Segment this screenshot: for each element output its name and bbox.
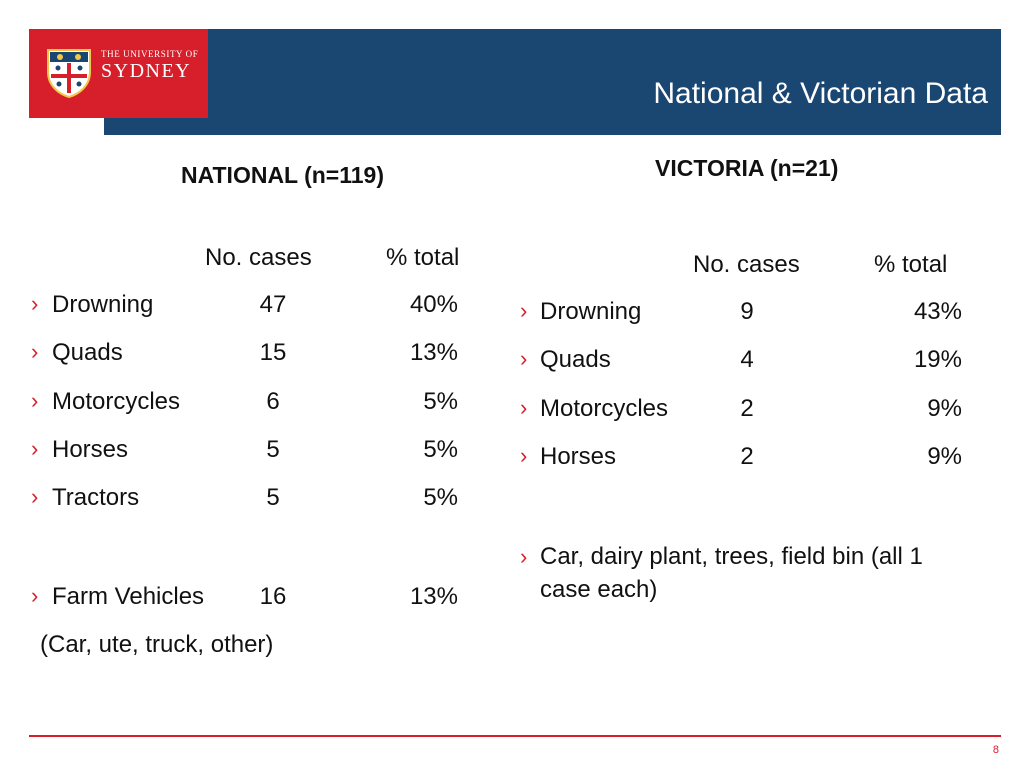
logo-wordmark — [101, 49, 198, 82]
row-percent: 9% — [927, 395, 962, 422]
table-row — [31, 436, 481, 466]
row-percent: 5% — [423, 436, 458, 463]
victoria-col-cases: No. cases — [693, 251, 800, 278]
row-percent: 5% — [423, 388, 458, 415]
national-note: (Car, ute, truck, other) — [40, 631, 274, 658]
row-percent: 43% — [913, 298, 962, 325]
row-label: Tractors — [52, 484, 140, 511]
bullet-icon: › — [31, 339, 39, 364]
footer-divider — [29, 735, 1001, 737]
national-col-total: % total — [386, 244, 460, 271]
victoria-col-total: % total — [874, 251, 948, 278]
row-cases: 15 — [259, 339, 287, 366]
bullet-icon: › — [520, 544, 528, 569]
bullet-icon: › — [31, 583, 39, 608]
row-percent: 9% — [927, 443, 962, 470]
bullet-icon: › — [520, 298, 528, 323]
logo-line-1: THE UNIVERSITY OF — [101, 49, 199, 59]
crest-icon — [46, 48, 92, 98]
row-cases: 2 — [740, 395, 754, 422]
slide-title: National & Victorian Data — [653, 77, 988, 110]
victoria-heading: VICTORIA (n=21) — [655, 155, 839, 181]
bullet-icon: › — [520, 395, 528, 420]
row-label: Drowning — [52, 291, 154, 318]
row-label: Quads — [52, 339, 123, 366]
row-label: Motorcycles — [52, 388, 181, 415]
table-row — [31, 339, 481, 369]
table-row — [31, 291, 481, 321]
table-row — [31, 484, 481, 514]
bullet-icon: › — [520, 346, 528, 371]
row-cases: 2 — [740, 443, 754, 470]
row-cases: 47 — [259, 291, 287, 318]
row-label: Farm Vehicles — [52, 583, 205, 610]
row-percent: 13% — [409, 583, 458, 610]
row-label: Motorcycles — [540, 395, 669, 422]
table-row — [520, 395, 980, 425]
bullet-icon: › — [520, 443, 528, 468]
national-heading: NATIONAL (n=119) — [181, 162, 384, 188]
row-percent: 40% — [409, 291, 458, 318]
victoria-note-text: Car, dairy plant, trees, field bin (all 1 case each) — [540, 543, 923, 603]
row-cases: 5 — [266, 484, 280, 511]
row-label: Horses — [52, 436, 129, 463]
bullet-icon: › — [31, 291, 39, 316]
page-number: 8 — [992, 744, 999, 756]
row-percent: 13% — [409, 339, 458, 366]
row-label: Drowning — [540, 298, 642, 325]
table-row — [31, 388, 481, 418]
logo-line-2: SYDNEY — [101, 60, 192, 82]
row-percent: 5% — [423, 484, 458, 511]
row-cases: 4 — [740, 346, 754, 373]
row-label: Quads — [540, 346, 611, 373]
bullet-icon: › — [31, 484, 39, 509]
row-cases: 16 — [259, 583, 287, 610]
row-cases: 9 — [740, 298, 754, 325]
bullet-icon: › — [31, 436, 39, 461]
table-row — [520, 346, 980, 376]
bullet-icon: › — [31, 388, 39, 413]
table-row — [520, 443, 980, 473]
university-logo — [29, 29, 208, 118]
table-row — [31, 583, 481, 613]
row-label: Horses — [540, 443, 617, 470]
row-cases: 5 — [266, 436, 280, 463]
row-percent: 19% — [913, 346, 962, 373]
table-row — [520, 298, 980, 328]
row-cases: 6 — [266, 388, 280, 415]
national-col-cases: No. cases — [205, 244, 312, 271]
